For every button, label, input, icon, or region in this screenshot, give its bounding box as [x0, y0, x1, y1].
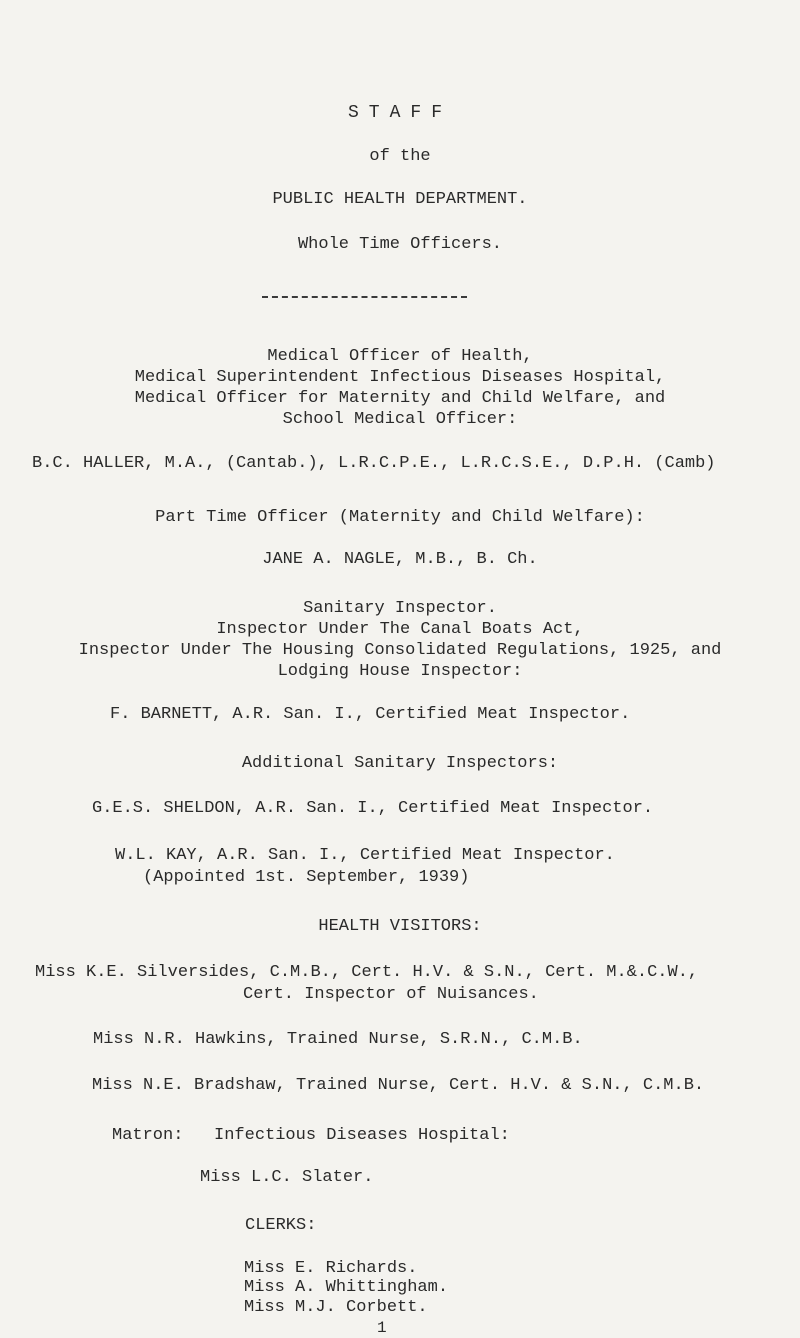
additional-inspector: G.E.S. SHELDON, A.R. San. I., Certified Meat Inspector. — [92, 799, 654, 818]
page-title: STAFF — [347, 103, 452, 123]
health-visitor: Miss N.E. Bradshaw, Trained Nurse, Cert. H.V. & S.N., C.M.B. — [92, 1076, 705, 1095]
part-time-heading: Part Time Officer (Maternity and Child Welfare): — [155, 508, 645, 527]
health-visitor: Miss K.E. Silversides, C.M.B., Cert. H.V. & S.N., Cert. M.&.C.W., — [35, 963, 699, 982]
appointment-note: (Appointed 1st. September, 1939) — [143, 868, 470, 887]
clerk-name: Miss A. Whittingham. — [244, 1278, 449, 1297]
health-visitor: Miss N.R. Hawkins, Trained Nurse, S.R.N., C.M.B. — [93, 1030, 583, 1049]
clerk-name: Miss E. Richards. — [244, 1259, 418, 1278]
moh-role: Medical Officer for Maternity and Child Welfare, and — [134, 389, 666, 408]
moh-name: B.C. HALLER, M.A., (Cantab.), L.R.C.P.E., L.R.C.S.E., D.P.H. (Camb) — [32, 454, 716, 473]
divider — [262, 296, 467, 298]
additional-inspector: W.L. KAY, A.R. San. I., Certified Meat Inspector. — [115, 846, 615, 865]
health-visitor-cont: Cert. Inspector of Nuisances. — [243, 985, 539, 1004]
moh-role: School Medical Officer: — [282, 410, 518, 429]
moh-role: Medical Officer of Health, — [267, 347, 533, 366]
clerks-heading: CLERKS: — [245, 1216, 317, 1235]
sanitary-inspector-name: F. BARNETT, A.R. San. I., Certified Meat Inspector. — [110, 705, 631, 724]
sanitary-role: Inspector Under The Canal Boats Act, — [216, 620, 584, 639]
department-heading: PUBLIC HEALTH DEPARTMENT. — [272, 190, 528, 209]
part-time-name: JANE A. NAGLE, M.B., B. Ch. — [262, 550, 538, 569]
matron-heading: Matron: Infectious Diseases Hospital: — [112, 1126, 510, 1145]
additional-heading: Additional Sanitary Inspectors: — [241, 754, 559, 773]
sanitary-role: Inspector Under The Housing Consolidated Regulations, 1925, and — [78, 641, 722, 660]
moh-role: Medical Superintendent Infectious Diseases Hospital, — [134, 368, 666, 387]
page-number: 1 — [377, 1319, 387, 1337]
sanitary-role: Sanitary Inspector. — [303, 599, 497, 618]
matron-name: Miss L.C. Slater. — [200, 1168, 374, 1187]
subtitle: of the — [369, 147, 431, 166]
clerk-name: Miss M.J. Corbett. — [244, 1298, 428, 1317]
sanitary-role: Lodging House Inspector: — [277, 662, 523, 681]
health-visitors-heading: HEALTH VISITORS: — [318, 917, 482, 936]
section-heading: Whole Time Officers. — [297, 235, 503, 254]
